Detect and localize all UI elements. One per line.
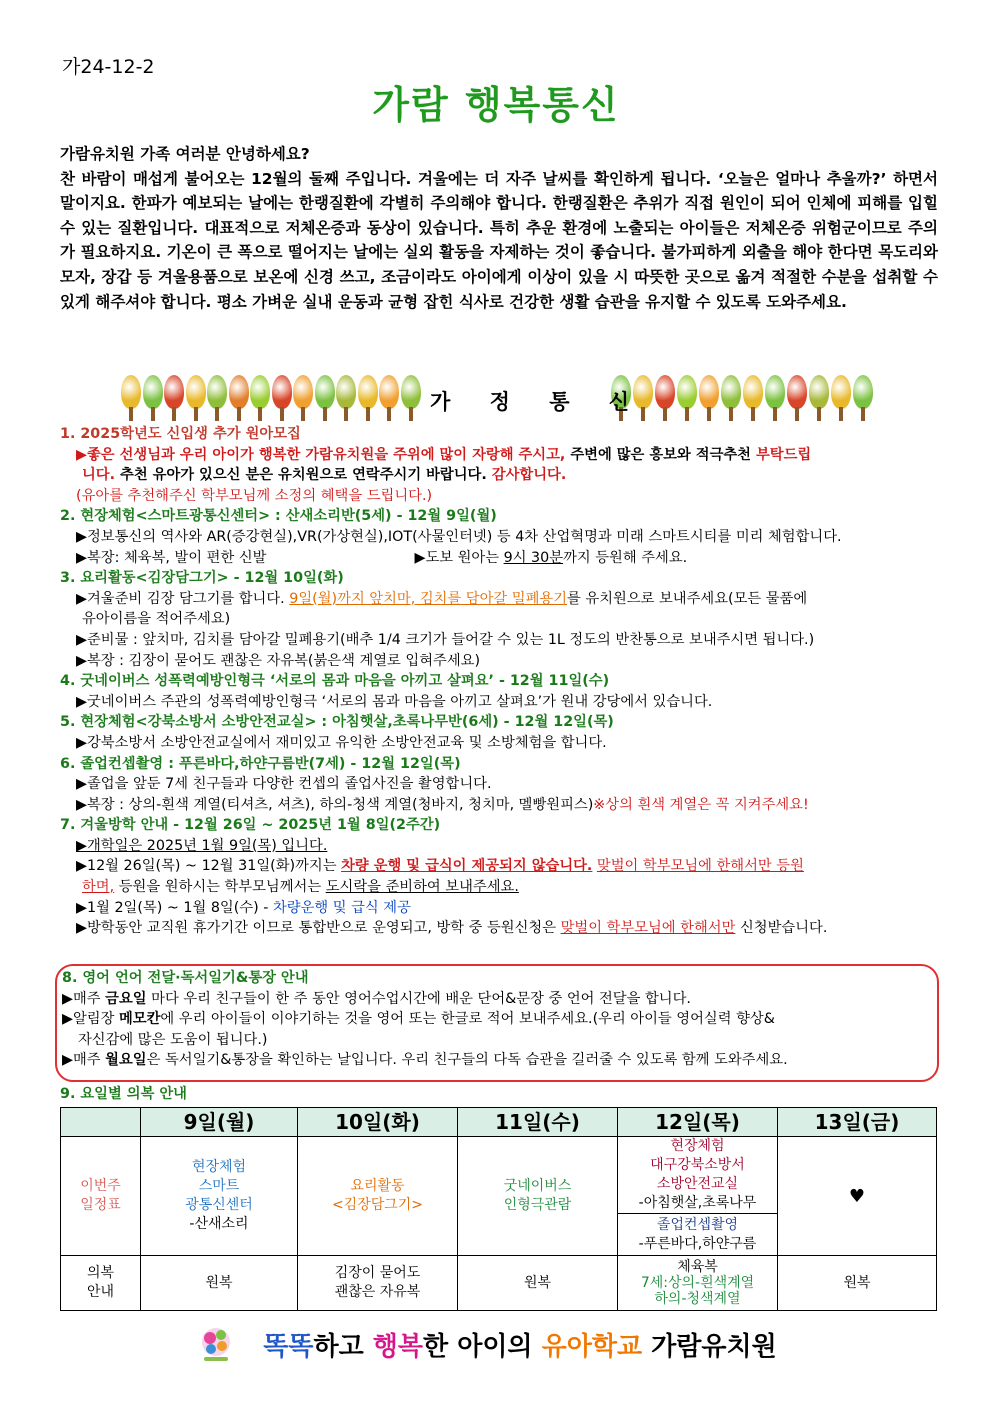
section-8-title: 8. 영어 언어 전달·독서일기&통장 안내 (62, 970, 309, 986)
notice-list (60, 424, 940, 939)
section-9-title: 9. 요일별 의복 안내 (60, 1086, 187, 1102)
section-6-line: ▶졸업을 앞둔 7세 친구들과 다양한 컨셉의 졸업사진을 촬영합니다. (76, 776, 492, 793)
section-7-line: ▶개학일은 2025년 1월 9일(목) 입니다. (76, 837, 328, 854)
section-1-title: 1. 2025학년도 신입생 추가 원아모집 (60, 426, 301, 442)
table-header-row (61, 1108, 937, 1137)
section-2-line: ▶복장: 체육복, 발이 편한 신발 ▶도보 원아는 9시 30분까지 등원해 주세요. (76, 549, 688, 566)
table-header-day: 9일(월) (141, 1108, 298, 1137)
section-7-line: ▶1월 2일(목) ~ 1월 8일(수) - 차량운행 및 급식 제공 (76, 899, 411, 916)
tree-icon (357, 375, 379, 423)
tree-icon (654, 375, 676, 423)
tree-icon (830, 375, 852, 423)
clothing-cell: 원복 (778, 1256, 937, 1311)
tree-icon (228, 375, 250, 423)
greeting: 가람유치원 가족 여러분 안녕하세요? (60, 145, 310, 163)
section-7-line: ▶방학동안 교직원 휴가기간 이므로 통합반으로 운영되고, 방학 중 등원신청은 맞벌이 학부모님에 한해서만 신청받습니다. (76, 920, 828, 937)
tree-icon (314, 375, 336, 423)
tree-icon (335, 375, 357, 423)
clothing-cell: 체육복 7세:상의-흰색계열 하의-청색계열 (618, 1256, 778, 1311)
tree-icon (185, 375, 207, 423)
tree-icon (249, 375, 271, 423)
tree-icon (742, 375, 764, 423)
section-8-line: 자신감에 많은 도움이 됩니다.) (78, 1031, 268, 1048)
intro-text (60, 142, 938, 314)
schedule-cell: 현장체험 스마트 광통신센터 -산새소리 (141, 1137, 298, 1256)
section-3-line: ▶복장 : 김장이 묻어도 괜찮은 자유복(붉은색 계열로 입혀주세요) (76, 652, 481, 669)
section-4-title: 4. 굿네이버스 성폭력예방인형극 ‘서로의 몸과 마음을 아끼고 살펴요’ - 12월 11일(수) (60, 673, 610, 690)
schedule-cell: 졸업컨셉촬영 -푸른바다,하얀구름 (618, 1214, 778, 1256)
table-header-day: 13일(금) (778, 1108, 937, 1137)
tree-icon (808, 375, 830, 423)
home-notice-title: 가 정 통 신 (430, 390, 646, 414)
clothing-cell: 원복 (458, 1256, 618, 1311)
row-label-schedule: 이번주 일정표 (61, 1137, 141, 1256)
section-7-line: ▶12월 26일(목) ~ 12월 31일(화)까지는 차량 운행 및 급식이 제공되지 않습니다. 맞벌이 학부모님에 한해서만 등원 (76, 858, 804, 875)
footer-slogan: 똑똑하고 행복한 아이의 유아학교 가람유치원 (263, 1332, 777, 1362)
weekly-schedule-table (60, 1107, 937, 1311)
table-row (61, 1137, 937, 1214)
tree-icon (292, 375, 314, 423)
section-2-line: ▶정보통신의 역사와 AR(증강현실),VR(가상현실),IOT(사물인터넷) 등 4차 산업혁명과 미래 스마트시티를 미리 체험합니다. (76, 528, 842, 545)
section-7-title: 7. 겨울방학 안내 - 12월 26일 ~ 2025년 1월 8일(2주간) (60, 817, 441, 834)
schedule-cell: 현장체험 대구강북소방서 소방안전교실 -아침햇살,초록나무 (618, 1137, 778, 1214)
section-3-line: 유아이름을 적어주세요) (82, 611, 231, 628)
document-number: 가24-12-2 (62, 56, 155, 78)
table-header-day: 11일(수) (458, 1108, 618, 1137)
tree-icon (676, 375, 698, 423)
section-6-title: 6. 졸업컨셉촬영 : 푸른바다,하얀구름반(7세) - 12월 12일(목) (60, 755, 461, 772)
section-8-line: ▶매주 금요일 마다 우리 친구들이 한 주 동안 영어수업시간에 배운 단어&문장 중 언어 전달을 합니다. (62, 990, 691, 1007)
tree-icon (764, 375, 786, 423)
table-row (61, 1256, 937, 1311)
section-8-line: ▶알림장 메모칸에 우리 아이들이 이야기하는 것을 영어 또는 한글로 적어 보내주세요.(우리 아이들 영어실력 향상& (62, 1011, 775, 1028)
clothing-cell: 원복 (141, 1256, 298, 1311)
section-1-note: (유아를 추천해주신 학부모님께 소정의 혜택을 드립니다.) (76, 487, 433, 504)
section-8 (62, 968, 938, 1071)
schedule-cell: 요리활동 <김장담그기> (298, 1137, 458, 1256)
section-5-title: 5. 현장체험<강북소방서 소방안전교실> : 아침햇살,초록나무반(6세) - 12월 12일(목) (60, 714, 614, 731)
tree-icon (378, 375, 400, 423)
section-8-line: ▶매주 월요일은 독서일기&통장을 확인하는 날입니다. 우리 친구들의 다독 습관을 길러줄 수 있도록 함께 도와주세요. (62, 1052, 788, 1069)
tree-icon (698, 375, 720, 423)
section-6-line: ▶복장 : 상의-흰색 계열(티셔츠, 셔츠), 하의-청색 계열(청바지, 청치마, 멜빵원피스)※상의 흰색 계열은 꼭 지켜주세요! (76, 796, 809, 813)
section-4-line: ▶굿네이버스 주관의 성폭력예방인형극 ‘서로의 몸과 마음을 아끼고 살펴요’가 원내 강당에서 있습니다. (76, 693, 713, 710)
tree-icon (271, 375, 293, 423)
tree-icon (400, 375, 422, 423)
tree-icon (120, 375, 142, 423)
section-2-title: 2. 현장체험<스마트광통신센터> : 산새소리반(5세) - 12월 9일(월) (60, 508, 497, 525)
schedule-cell: 굿네이버스 인형극관람 (458, 1137, 618, 1256)
section-1-line: ▶좋은 선생님과 우리 아이가 행복한 가람유치원을 주위에 많이 자랑해 주시고, 주변에 많은 홍보와 적극추천 부탁드립 (76, 446, 812, 463)
tree-icon (786, 375, 808, 423)
page-title: 가람 행복통신 (372, 83, 620, 127)
row-label-clothing: 의복 안내 (61, 1256, 141, 1311)
clothing-cell: 김장이 묻어도 괜찮은 자유복 (298, 1256, 458, 1311)
section-7-line: 하며, 등원을 원하시는 학부모님께서는 도시락을 준비하여 보내주세요. (82, 879, 519, 896)
section-3-title: 3. 요리활동<김장담그기> - 12월 10일(화) (60, 570, 344, 587)
tree-icon (206, 375, 228, 423)
schedule-cell: ♥ (778, 1137, 937, 1256)
tree-icon (142, 375, 164, 423)
section-1-line: 니다. 추천 유아가 있으신 분은 유치원으로 연락주시기 바랍니다. 감사합니다. (82, 467, 567, 484)
table-header-day: 12일(목) (618, 1108, 778, 1137)
section-3-line: ▶겨울준비 김장 담그기를 합니다. 9일(월)까지 앞치마, 김치를 담아갈 밀폐용기를 유치원으로 보내주세요(모든 물품에 (76, 590, 808, 607)
tree-icon (720, 375, 742, 423)
tree-icon (852, 375, 874, 423)
section-5-line: ▶강북소방서 소방안전교실에서 재미있고 유익한 소방안전교육 및 소방체험을 합니다. (76, 734, 607, 751)
intro-body: 찬 바람이 매섭게 불어오는 12월의 둘째 주입니다. 겨울에는 더 자주 날씨를 확인하게 됩니다. ‘오늘은 얼마나 추울까?’ 하면서 말이지요. 한파가 예보되는 날에는 한랭질환에 각별히 주의해야 합니다. 한랭질환은 추위가 직접 원인이 되어 인체에 피해를 입힐 수 있는 질환입니다. 대표적으로 저체온증과 동상이 있습니다. 특히 추운 환경에 노출되는 아이들은 저체온증 위험군이므로 주의가 필요하지요. 기온이 큰 폭으로 떨어지는 날에는 실외 활동을 자제하는 것이 좋습니다. 불가피하게 외출을 해야 한다면 목도리와 모자, 장갑 등 겨울용품으로 보온에 신경 쓰고, 조금이라도 아이에게 이상이 있을 시 따뜻한 곳으로 옮겨 적절한 수분을 섭취할 수 있게 해주셔야 합니다. 평소 가벼운 실내 운동과 균형 잡힌 식사로 건강한 생활 습관을 유지할 수 있도록 도와주세요. (60, 169, 938, 311)
tree-icon (163, 375, 185, 423)
section-3-line: ▶준비물 : 앞치마, 김치를 담아갈 밀폐용기(배추 1/4 크기가 들어갈 수 있는 1L 정도의 반찬통으로 보내주시면 됩니다.) (76, 631, 815, 648)
table-header-day: 10일(화) (298, 1108, 458, 1137)
table-header-blank (61, 1108, 141, 1137)
